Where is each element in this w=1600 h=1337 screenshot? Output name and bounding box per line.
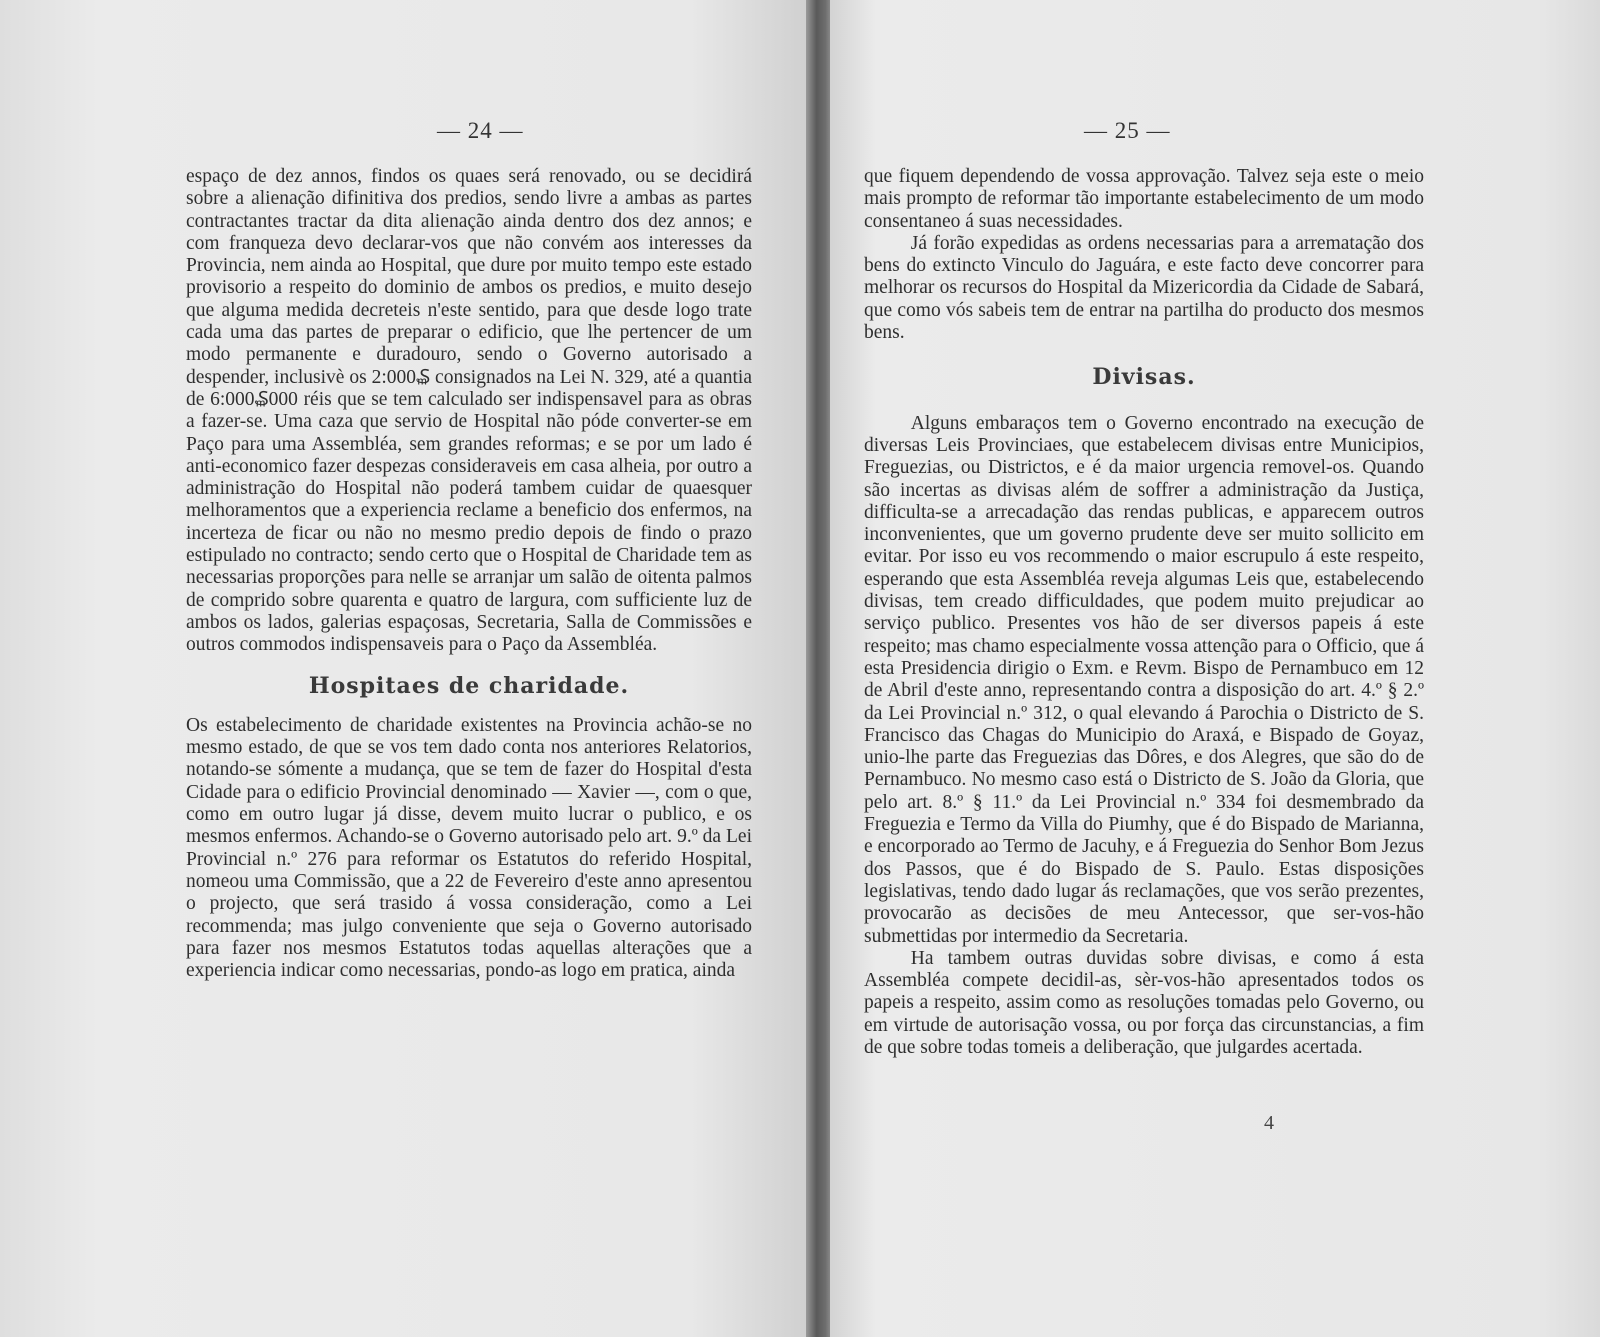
left-paragraph-2: Os estabelecimento de charidade existentes na Provincia achão-se no mesmo estado, de que se vos tem dado conta nos anteriores Relatorios, notando-se sómente a mudança, que se tem de fazer do Hospital d'esta Cidade para o edificio Provincial denominado — Xavier —, com o que, como em outro lugar já disse, devem muito lucrar o publico, e os mesmos enfermos. Achando-se o Governo autorisado pelo art. 9.º da Lei Provincial n.º 276 para reformar os Estatutos do referido Hospital, nomeou uma Commissão, que a 22 de Fevereiro d'este anno apresentou o projecto, que será trasido á vossa consideração, como a Lei recommenda; mas julgo conveniente que seja o Governo autorisado para fazer nos mesmos Estatutos todas aquellas alterações que a experiencia indicar como necessarias, pondo-as logo em pratica, ainda <box>186 714 752 982</box>
signature-mark: 4 <box>1264 1112 1274 1134</box>
page-number-24: — 24 — <box>437 118 524 143</box>
right-paragraph-2: Já forão expedidas as ordens necessarias para a arrematação dos bens do extincto Vinculo do Jaguára, e este facto deve concorrer para melhorar os recursos do Hospital da Mizericordia da Cidade de Sabará, que como vós sabeis tem de entrar na partilha do producto dos mesmos bens. <box>864 232 1424 344</box>
right-paragraph-3: Alguns embaraços tem o Governo encontrado na execução de diversas Leis Provinciaes, que estabelecem divisas entre Municipios, Freguezias, ou Districtos, e é da maior urgencia removel-os. Quando são incertas as divisas além de soffrer a administração da Justiça, difficulta-se a arrecadação das rendas publicas, e apparecem outros inconvenientes, que um governo prudente deve ser muito sollicito em evitar. Por isso eu vos recommendo o maior escrupulo á este respeito, esperando que esta Assembléa reveja algumas Leis que, estabelecendo divisas, tem creado difficuldades, que podem muito prejudicar ao serviço publico. Presentes vos hão de ser diversos papeis á este respeito; mas chamo especialmente vossa attenção para o Officio, que á esta Presidencia dirigio o Exm. e Revm. Bispo de Pernambuco em 12 de Abril d'este anno, representando contra a disposição do art. 4.º § 2.º da Lei Provincial n.º 312, o qual elevando á Parochia o Districto de S. Francisco das Chagas do Municipio do Araxá, e Bispado de Goyaz, unio-lhe parte das Freguezias das Dôres, e dos Alegres, que são do de Pernambuco. No mesmo caso está o Districto de S. João da Gloria, que pelo art. 8.º § 11.º da Lei Provincial n.º 334 foi desmembrado da Freguezia e Termo da Villa do Piumhy, que é do Bispado de Marianna, e encorporado ao Termo de Jacuhy, e á Freguezia do Senhor Bom Jezus dos Passos, que é do Bispado de S. Paulo. Estas disposições legislativas, tendo dado lugar ás reclamações, que vos serão prezentes, provocarão as decisões de meu Antecessor, que ser-vos-hão submettidas por intermedio da Secretaria. <box>864 412 1424 947</box>
right-paragraph-4: Ha tambem outras duvidas sobre divisas, e como á esta Assembléa compete decidil-as, sèr-vos-hão apresentados todos os papeis a respeito, assim como as resoluções tomadas pelo Governo, ou em virtude de autorisação vossa, ou por força das circunstancias, a fim de que sobre todas tomeis a deliberação, que julgardes acertada. <box>864 947 1424 1058</box>
section-title-hospitaes: Hospitaes de charidade. <box>308 672 630 699</box>
left-text-column <box>186 166 752 982</box>
right-paragraph-1: que fiquem dependendo de vossa approvação. Talvez seja este o meio mais prompto de reformar tão importante estabelecimento de um modo consentaneo á suas necessidades. <box>864 166 1424 232</box>
right-page <box>830 0 1600 1337</box>
right-text-column <box>864 166 1424 1059</box>
section-title-divisas: Divisas. <box>1092 364 1196 391</box>
page-number-25: — 25 — <box>1084 118 1171 143</box>
left-paragraph-1: espaço de dez annos, findos os quaes será renovado, ou se decidirá sobre a alienação difinitiva dos predios, sendo livre a ambas as partes contractantes tractar da dita alienação ainda dentro dos dez annos; e com franqueza devo declarar-vos que não convém aos interesses da Provincia, nem ainda ao Hospital, que dure por muito tempo este estado provisorio a respeito do dominio de ambos os predios, e muito desejo que alguma medida decreteis n'este sentido, para que desde logo trate cada uma das partes de preparar o edificio, que lhe pertencer de um modo permanente e duradouro, sendo o Governo autorisado a despender, inclusivè os 2:000₷ consignados na Lei N. 329, até a quantia de 6:000₷000 réis que se tem calculado ser indispensavel para as obras a fazer-se. Uma caza que servio de Hospital não póde converter-se em Paço para uma Assembléa, sem grandes reformas; e se por um lado é anti-economico fazer despezas consideraveis em casa alheia, por outro a administração do Hospital não poderá tambem cuidar de quaesquer melhoramentos que a experiencia reclame a beneficio dos enfermos, na incerteza de ficar ou não no mesmo predio depois de findo o prazo estipulado no contracto; sendo certo que o Hospital de Charidade tem as necessarias proporções para nelle se arranjar um salão de oitenta palmos de comprido sobre quarenta e quatro de largura, com sufficiente luz de ambos os lados, galerias espaçosas, Secretaria, Salla de Commissões e outros commodos indispensaveis para o Paço da Assembléa. <box>186 166 752 656</box>
